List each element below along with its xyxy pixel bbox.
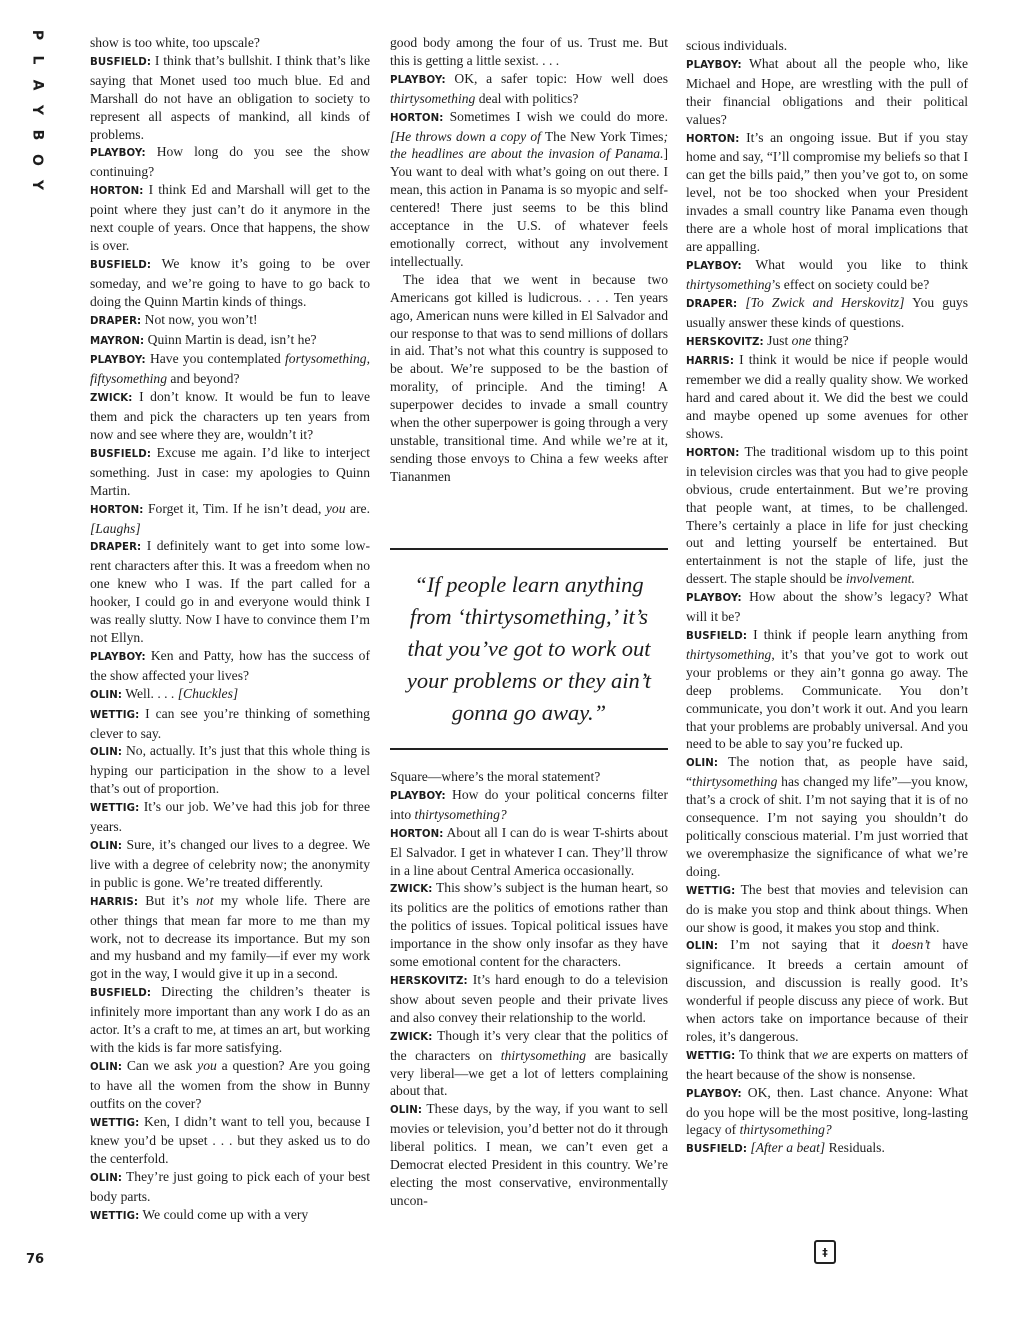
body-text: It’s an ongoing issue. But if you stay home and say, “I’ll compromise my beliefs so that I can get the bills paid,” then you’ve got to, on some level, not be too shocked when your President invades a small country like Panama even though there are a whole host of moral implications that are appalling. [686, 129, 968, 254]
italic-text: [Laughs] [90, 520, 141, 536]
body-text: Sometimes I wish we could do more. [449, 108, 668, 124]
speaker-label: ZWICK: [390, 884, 433, 896]
interview-exchange [90, 52, 370, 144]
italic-text: thirtysomething? [739, 1122, 832, 1138]
interview-paragraph [390, 768, 668, 786]
text-column-middle-bottom [390, 768, 668, 1210]
speaker-label: OLIN: [90, 1173, 123, 1185]
interview-paragraph [686, 37, 968, 55]
interview-exchange [90, 350, 370, 388]
interview-exchange [90, 983, 370, 1057]
interview-exchange [390, 824, 668, 880]
interview-exchange [90, 1168, 370, 1206]
speaker-label: HORTON: [90, 186, 144, 198]
speaker-label: HORTON: [390, 828, 444, 840]
interview-exchange [686, 881, 968, 937]
interview-exchange [686, 55, 968, 129]
body-text: , it’s that you’ve got to work out your problems or they ain’t gonna go away. The deep problems. Communicate. You don’t communicate, you don’t work it out. And you learn that your problems are probably universal. And you need to be able to say you’re fucked up. [686, 646, 968, 752]
masthead-letter: Y [28, 104, 45, 116]
page-number: 76 [26, 1252, 45, 1267]
body-text: are experts on matters of the heart because of the show is nonsense. [686, 1046, 968, 1082]
speaker-label: PLAYBOY: [90, 148, 146, 160]
end-mark-icon: ‡ [814, 1240, 836, 1264]
italic-text: one [791, 332, 812, 348]
interview-paragraph [390, 34, 668, 70]
body-text: and beyond? [167, 371, 240, 387]
italic-text: we [812, 1046, 828, 1062]
speaker-label: PLAYBOY: [390, 74, 446, 86]
body-text: About all I can do is wear T-shirts about El Salvador. I get in whatever I can. They’ll throw in a line about Central America occasionally. [390, 824, 668, 878]
body-text: are basically very liberal—we get a lot of letters complaining about that. [390, 1047, 668, 1099]
body-text: Sure, it’s changed our lives to a degree. We live with a degree of celebrity now; the anonymity in public is gone. We’re treated differently. [90, 836, 370, 890]
body-text: I think it would be nice if people would remember we did a really quality show. We worked hard and cared about it. We did the best we could and maybe opened up some avenues for other shows. [686, 352, 968, 442]
interview-exchange [90, 1206, 370, 1226]
interview-exchange [90, 705, 370, 743]
pull-quote [390, 548, 668, 750]
interview-exchange [390, 1100, 668, 1209]
body-text: What about all the people who, like Michael and Hope, are wrestling with the pull of their financial obligations and their political values? [686, 55, 968, 127]
body-text: This show’s subject is the human heart, so its politics are the politics of emotions rather than the politics of issues. Topical political issues have importance in the show only insofar as they have some emotional content for the characters. [390, 880, 668, 970]
body-text: Just [767, 332, 792, 348]
body-text: They’re just going to pick each of your best body parts. [90, 1169, 371, 1205]
speaker-label: HERSKOVITZ: [390, 975, 468, 987]
speaker-label: OLIN: [90, 840, 123, 852]
interview-exchange [686, 351, 968, 443]
text-column-middle-top [390, 34, 668, 486]
body-text: have significance. It breeds a certain amount of discussion, and discussion is really good. It’s wonderful if people discuss any piece of work. But when actors take on importance because of their roles, it’s dangerous. [686, 937, 969, 1044]
interview-exchange [686, 588, 968, 626]
interview-exchange [90, 742, 370, 798]
italic-text: [To Zwick and Herskovitz] [745, 294, 905, 310]
interview-exchange [90, 1113, 370, 1169]
italic-text: doesn’t [891, 937, 931, 953]
body-text: We could come up with a very [142, 1207, 309, 1223]
body-text: The best that movies and television can do is make you stop and think about things. When our show is good, it makes you stop and think. [686, 881, 969, 935]
interview-exchange [686, 332, 968, 352]
speaker-label: PLAYBOY: [390, 790, 446, 802]
masthead-letter: A [29, 79, 45, 91]
interview-exchange [390, 786, 668, 824]
body-text: We know it’s going to be over someday, and we’re going to have to go back to doing the Quinn Martin kinds of things. [90, 255, 370, 309]
italic-text: you [325, 500, 346, 516]
interview-exchange [90, 836, 370, 892]
speaker-label: BUSFIELD: [686, 1144, 748, 1156]
body-text: The notion that, as people have said, “ [686, 754, 968, 790]
pull-quote-text: “If people learn anything from ‘thirtysomething,’ it’s that you’ve got to work out your problems or they ain’t gonna go away.” [406, 572, 652, 725]
speaker-label: ZWICK: [90, 393, 133, 405]
interview-exchange [686, 294, 968, 332]
body-text: my whole life. There are other things that mean far more to me than my work, not to decrease its importance. But my son and my husband and my family—if ever my work got in the way, I would give it up in a second. [90, 892, 370, 982]
body-text: good body among the four of us. Trust me. But this is getting a little sexist. . . . [390, 35, 668, 68]
speaker-label: WETTIG: [686, 1050, 736, 1062]
italic-text: you [197, 1057, 217, 1073]
body-text: Ken, I didn’t want to tell you, because I knew you’d be upset . . . but they asked us to do the centerfold. [90, 1113, 370, 1167]
interview-exchange [90, 311, 370, 331]
italic-text: thirtysomething [686, 276, 772, 292]
speaker-label: WETTIG: [90, 1117, 140, 1129]
italic-text: fortysomething, fiftysomething [90, 351, 370, 387]
interview-exchange [686, 1084, 968, 1140]
speaker-label: PLAYBOY: [686, 59, 742, 71]
body-text: Though it’s very clear that the politics of the characters on [390, 1027, 668, 1063]
italic-text: [After a beat] [750, 1140, 826, 1156]
speaker-label: PLAYBOY: [686, 1088, 742, 1100]
body-text: Not now, you won’t! [144, 311, 258, 327]
body-text: Directing the children’s theater is infinitely more important than any work I do as an actor. It’s a craft to me, at times an art, but working with the kids is far more satisfying. [90, 984, 370, 1055]
interview-exchange [90, 500, 370, 538]
body-text: The idea that we went in because two Americans got killed is ludicrous. . . . Ten years ago, American nuns were killed in El Salvador and our response to that was to send millions of dollars in aid. That’s not what this country is supposed to be about. We’re supposed to be the bastion of morality, of principle. And the timing! A superpower decides to invade a small country when the other superpower is going through a very unstable, transitional time. And while we’re at it, sending those envoys to China a few weeks after Tiananmen [390, 271, 668, 484]
speaker-label: WETTIG: [90, 1211, 140, 1223]
speaker-label: PLAYBOY: [90, 651, 146, 663]
body-text: You guys usually answer these kinds of questions. [686, 294, 968, 330]
speaker-label: PLAYBOY: [686, 260, 742, 272]
speaker-label: DRAPER: [686, 298, 738, 310]
interview-exchange [90, 685, 370, 705]
body-text: I can see you’re thinking of something clever to say. [90, 705, 370, 741]
body-text: The traditional wisdom up to this point in television circles was that you had to give people obvious, crude entertainment. But we’re proving that people want, at times, to be challenged. There’s certainly a place in life for just checking out and letting yourself be entertained. But entertainment is not the staple of life, just the dessert. The staple should be [686, 443, 969, 587]
speaker-label: BUSFIELD: [90, 56, 152, 68]
speaker-label: OLIN: [390, 1105, 423, 1117]
interview-exchange [686, 129, 968, 256]
masthead-letter: Y [28, 179, 45, 191]
interview-exchange [90, 388, 370, 444]
body-text: Quinn Martin is dead, isn’t he? [147, 331, 317, 347]
body-text: I don’t know. It would be fun to leave them and pick the characters up ten years from now and see where they are, wouldn’t it? [90, 389, 370, 443]
speaker-label: HORTON: [90, 504, 144, 516]
speaker-label: BUSFIELD: [90, 259, 152, 271]
speaker-label: BUSFIELD: [90, 448, 152, 460]
interview-exchange [390, 1027, 668, 1101]
body-text: ] You want to deal with what’s going on out there. I mean, this action in Panama is so myopic and self-centered! There just seems to be this blind acceptance in the U.S. of whatever feels emotionally correct, without any involvement intellectually. [390, 146, 668, 269]
body-text: It’s hard enough to do a television show about seven people and their private lives and also convey their relationship to the world. [390, 971, 668, 1025]
interview-exchange [686, 753, 968, 880]
interview-paragraph [390, 271, 668, 486]
body-text: Forget it, Tim. If he isn’t dead, [147, 500, 326, 516]
italic-text: thirtysomething [500, 1047, 587, 1063]
italic-text: ; the headlines are about the invasion of Panama. [390, 128, 668, 162]
interview-exchange [686, 256, 968, 294]
body-text: OK, a safer topic: How well does [454, 70, 668, 86]
interview-exchange [90, 892, 370, 984]
italic-text: thirtysomething [686, 646, 772, 662]
body-text: Ken and Patty, how has the success of the show affected your lives? [90, 647, 370, 683]
speaker-label: OLIN: [90, 689, 123, 701]
text-column-left [90, 34, 370, 1226]
body-text: Excuse me again. I’d like to interject something. Just in case: my apologies to Quinn Martin. [90, 444, 370, 498]
body-text: Have you contemplated [149, 351, 286, 367]
interview-exchange [90, 444, 370, 500]
interview-exchange [686, 1139, 968, 1159]
body-text: To think that [738, 1046, 813, 1062]
interview-exchange [390, 879, 668, 971]
body-text: thing? [811, 332, 849, 348]
body-text: I definitely want to get into some low-rent characters after this. It was a freedom when no one knew who I was. If the part called for a hooker, I could go in and everyone would think I was really slutty. Now I have to convince them I’m not Ellyn. [90, 538, 370, 645]
speaker-label: OLIN: [90, 1061, 123, 1073]
body-text: The New York Times [540, 128, 664, 144]
speaker-label: WETTIG: [90, 803, 140, 815]
speaker-label: PLAYBOY: [90, 355, 146, 367]
speaker-label: OLIN: [686, 941, 719, 953]
body-text: Square—where’s the moral statement? [390, 769, 601, 784]
speaker-label: DRAPER: [90, 542, 142, 554]
masthead-letter: L [28, 55, 45, 65]
body-text: But it’s [145, 892, 197, 908]
body-text: Can we ask [126, 1057, 198, 1073]
interview-exchange [90, 255, 370, 311]
speaker-label: HERSKOVITZ: [686, 336, 764, 348]
body-text: It’s our job. We’ve had this job for three years. [90, 799, 370, 835]
speaker-label: PLAYBOY: [686, 593, 742, 605]
body-text: OK, then. Last chance. Anyone: What do you hope will be the most positive, long-lasting legacy of [686, 1084, 968, 1138]
body-text: I think that’s bullshit. I think that’s like saying that Monet used too much blue. Ed and Marshall do not have an obligation to society to represent all aspects of mankind, all kinds of problems. [90, 52, 370, 142]
body-text: has changed my life”—you know, that’s a crock of shit. I’m not saying that it is of no consequence. I’m not saying you shouldn’t do politically conscious material. I’m just worried that we overemphasize the significance of what we’re doing. [686, 774, 968, 879]
body-text: scious individuals. [686, 38, 788, 53]
masthead-letter: O [29, 154, 45, 166]
speaker-label: DRAPER: [90, 315, 142, 327]
italic-text: involvement. [845, 571, 915, 587]
body-text: deal with politics? [475, 90, 579, 106]
speaker-label: BUSFIELD: [90, 988, 152, 1000]
body-text: I think if people learn anything from [753, 627, 968, 642]
speaker-label: HORTON: [686, 447, 740, 459]
body-text: I think Ed and Marshall will get to the point where they just can’t do it anymore in the next couple of years. Once that happens, the show is over. [90, 182, 370, 253]
body-text: a question? Are you going to have all the women from the show in Bunny outfits on the cover? [90, 1057, 370, 1111]
speaker-label: BUSFIELD: [686, 631, 748, 642]
speaker-label: HARRIS: [90, 896, 139, 908]
masthead [26, 28, 48, 192]
body-text: show is too white, too upscale? [90, 35, 260, 50]
italic-text: [Chuckles] [177, 685, 239, 701]
interview-exchange [390, 108, 668, 271]
speaker-label: OLIN: [90, 747, 123, 759]
body-text: No, actually. It’s just that this whole thing is hyping our participation in the show to a level that’s out of proportion. [90, 743, 370, 797]
speaker-label: WETTIG: [90, 709, 140, 721]
italic-text: thirtysomething? [414, 806, 507, 822]
body-text: Residuals. [825, 1140, 885, 1156]
speaker-label: HARRIS: [686, 356, 735, 368]
italic-text: [He throws down a copy of [390, 128, 541, 144]
interview-exchange [390, 70, 668, 108]
body-text: How about the show’s legacy? What will it be? [686, 589, 968, 625]
speaker-label: ZWICK: [390, 1031, 433, 1043]
italic-text: thirtysomething [692, 774, 778, 790]
body-text: ’s effect on society could be? [771, 276, 930, 292]
interview-exchange [90, 143, 370, 181]
text-column-right [686, 37, 968, 1159]
speaker-label: HORTON: [390, 112, 444, 124]
interview-exchange [90, 647, 370, 685]
italic-text: not [196, 892, 214, 908]
interview-exchange [90, 181, 370, 255]
speaker-label: WETTIG: [686, 885, 736, 897]
interview-exchange [90, 537, 370, 646]
interview-exchange [686, 443, 968, 588]
italic-text: thirtysomething [390, 90, 476, 106]
interview-exchange [90, 798, 370, 836]
interview-exchange [390, 971, 668, 1027]
speaker-label: OLIN: [686, 758, 719, 770]
interview-exchange [686, 1046, 968, 1084]
interview-exchange [90, 331, 370, 351]
body-text: are. [345, 500, 370, 516]
interview-exchange [90, 1057, 370, 1113]
speaker-label: HORTON: [686, 133, 740, 145]
body-text: How do your political concerns filter into [390, 786, 668, 822]
interview-exchange [686, 626, 968, 753]
masthead-letter: B [28, 129, 45, 141]
body-text: These days, by the way, if you want to sell movies or television, you’d better not do it through liberal politics. I mean, we can’t even get a Democrat elected President in this country. We’re electing the most conservative, environmentally uncon- [390, 1101, 669, 1208]
body-text: What would you like to think [755, 256, 968, 272]
body-text: I’m not saying that it [730, 937, 892, 953]
interview-paragraph [90, 34, 370, 52]
interview-exchange [686, 936, 968, 1045]
masthead-letter: P [28, 29, 45, 41]
body-text: Well. . . . [125, 685, 178, 701]
speaker-label: MAYRON: [90, 335, 145, 347]
body-text: How long do you see the show continuing? [90, 144, 370, 180]
